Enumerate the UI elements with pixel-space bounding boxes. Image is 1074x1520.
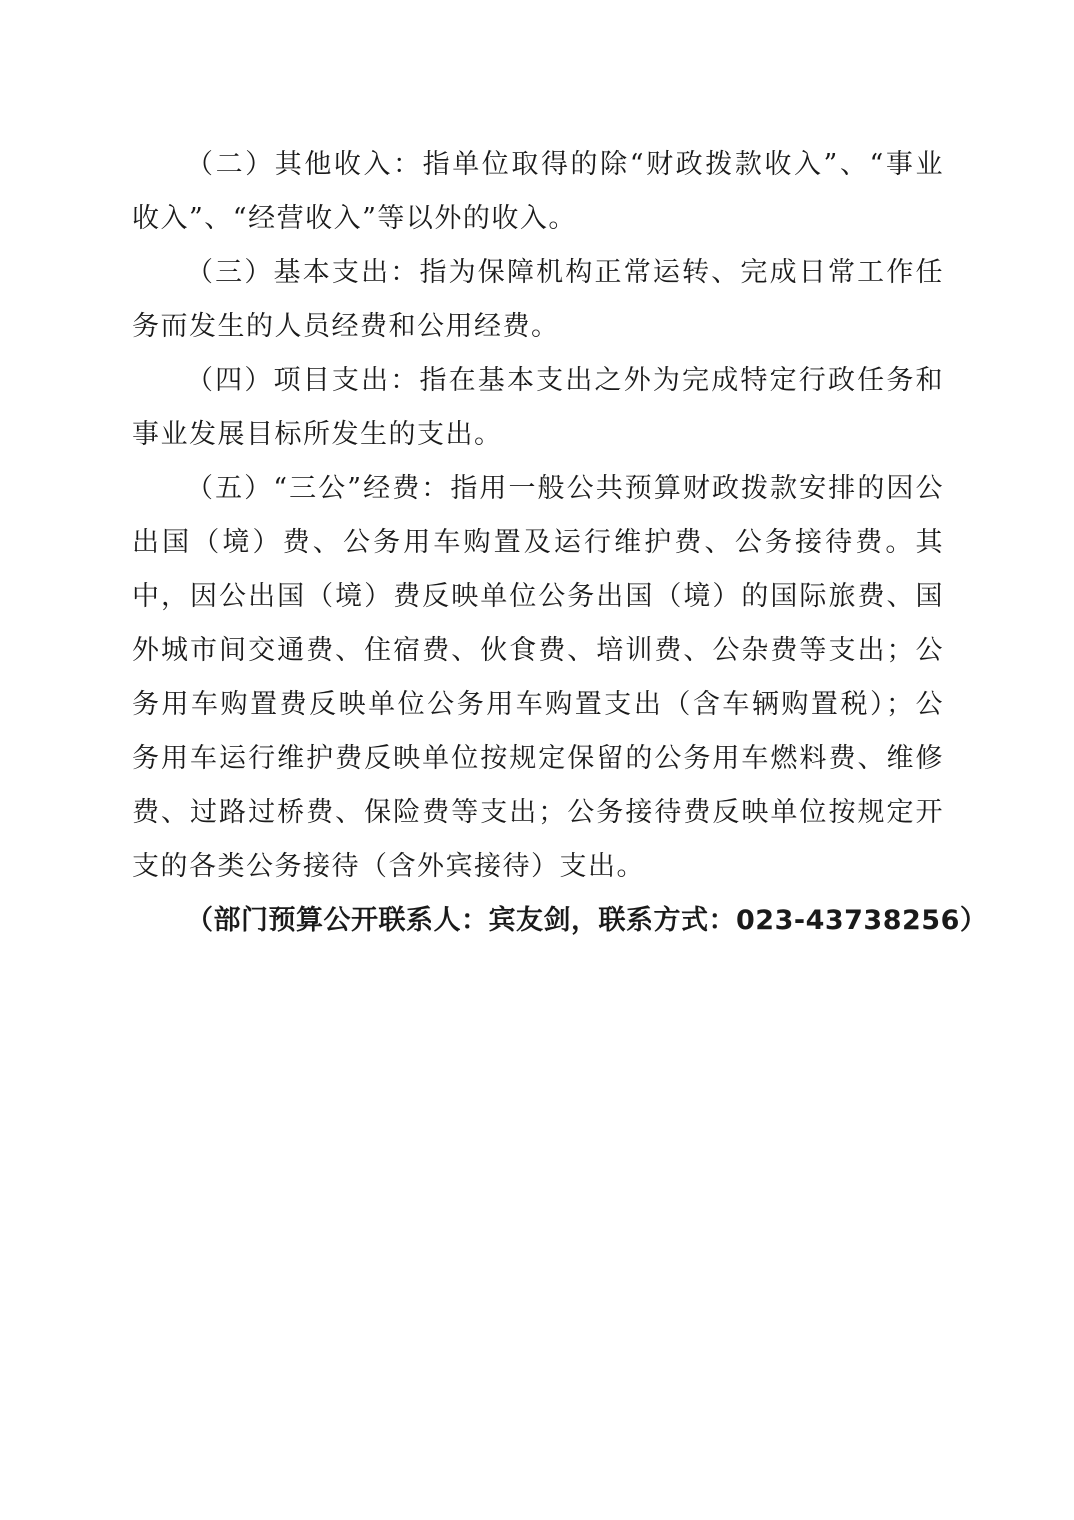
document-body [132,138,988,948]
paragraph-basic-expenditure: （三）基本支出：指为保障机构正常运转、完成日常工作任务而发生的人员经费和公用经费。 [132,257,944,342]
paragraph-other-income: （二）其他收入：指单位取得的除“财政拨款收入”、“事业收入”、“经营收入”等以外的收入。 [132,149,944,234]
paragraph-three-public-expenses: （五）“三公”经费：指用一般公共预算财政拨款安排的因公出国（境）费、公务用车购置及运行维护费、公务接待费。其中，因公出国（境）费反映单位公务出国（境）的国际旅费、国外城市间交通费、住宿费、伙食费、培训费、公杂费等支出；公务用车购置费反映单位公务用车购置支出（含车辆购置税）；公务用车运行维护费反映单位按规定保留的公务用车燃料费、维修费、过路过桥费、保险费等支出；公务接待费反映单位按规定开支的各类公务接待（含外宾接待）支出。 [132,473,944,882]
paragraph-project-expenditure: （四）项目支出：指在基本支出之外为完成特定行政任务和事业发展目标所发生的支出。 [132,365,944,450]
contact-line: （部门预算公开联系人：宾友剑，联系方式：023-43738256） [186,905,988,936]
